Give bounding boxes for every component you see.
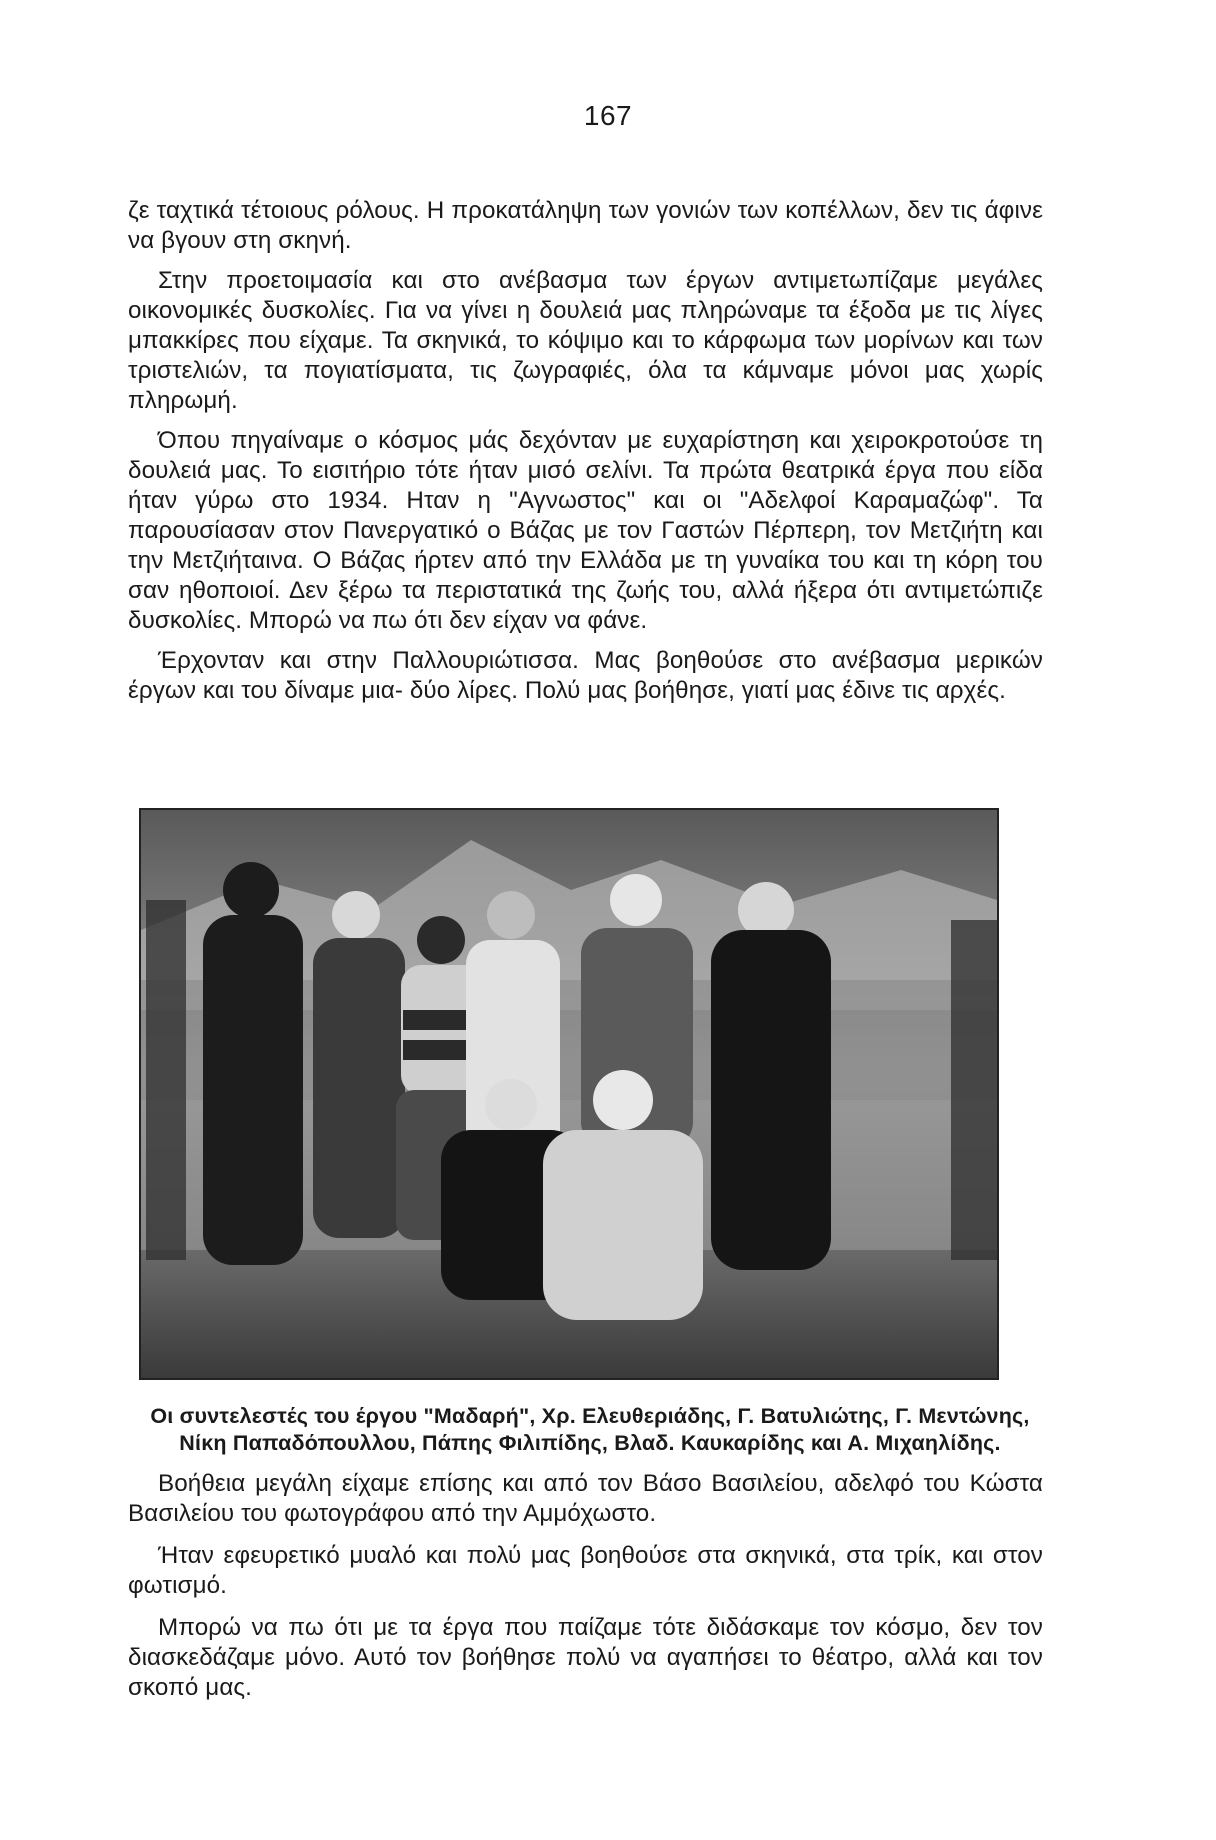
paragraph: ζε ταχτικά τέτοιους ρόλους. Η προκατάληψη των γονιών των κοπέλλων, δεν τις άφινε να βγουν στη σκηνή. (128, 197, 1043, 254)
group-photo-illustration (141, 810, 997, 1378)
paragraph: Όπου πηγαίναμε ο κόσμος μάς δεχόνταν με ευχαρίστηση και χειροκροτούσε τη δουλειά μας. Το εισιτήριο τότε ήταν μισό σελίνι. Τα πρώτα θεατρικά έργα που είδα ήταν γύρω στο 1934. Ηταν η "Αγνωστος" και οι "Αδελφοί Καραμαζώφ". Τα παρουσίασαν στον Πανεργατικό ο Βάζας με τον Γαστών Πέρπερη, τον Μετζιήτη και την Μετζιήταινα. Ο Βάζας ήρτεν από την Ελλάδα με τη γυναίκα του και τη κόρη του σαν ηθοποιοί. Δεν ξέρω τα περιστατικά της ζωής του, αλλά ήξερα ότι αντιμετώπιζε δυσκολίες. Μπορώ να πω ότι δεν είχαν να φάνε. (128, 427, 1043, 634)
person-figures (203, 862, 831, 1320)
top-text-block (128, 196, 1043, 706)
paragraph: Έρχονταν και στην Παλλουριώτισσα. Μας βοηθούσε στο ανέβασμα μερικών έργων και του δίναμε μια- δύο λίρες. Πολύ μας βοήθησε, γιατί μας έδινε τις αρχές. (128, 647, 1043, 704)
group-photo (139, 808, 999, 1380)
bottom-text-block (128, 1469, 1043, 1703)
caption-line: Οι συντελεστές του έργου "Μαδαρή", Χρ. Ελευθεριάδης, Γ. Βατυλιώτης, Γ. Μεντώνης, (150, 1404, 1030, 1428)
paragraph: Στην προετοιμασία και στο ανέβασμα των έργων αντιμετωπίζαμε μεγάλες οικονομικές δυσκολίες. Για να γίνει η δουλειά μας πληρώναμε τα έξοδα με τις λίγες μπακκίρες που είχαμε. Τα σκηνικά, το κόψιμο και το κάρφωμα των μορίνων και των τριστελιών, τα πογιατίσματα, τις ζωγραφιές, όλα τα κάμναμε μόνοι μας χωρίς πληρωμή. (128, 267, 1043, 414)
paragraph: Μπορώ να πω ότι με τα έργα που παίζαμε τότε διδάσκαμε τον κόσμο, δεν τον διασκεδάζαμε μόνο. Αυτό τον βοήθησε πολύ να αγαπήσει το θέατρο, αλλά και τον σκοπό μας. (128, 1614, 1043, 1701)
photo-caption (120, 1403, 1060, 1457)
page-number: 167 (583, 100, 633, 131)
paragraph: Βοήθεια μεγάλη είχαμε επίσης και από τον Βάσο Βασιλείου, αδελφό του Κώστα Βασιλείου του φωτογράφου από την Αμμόχωστο. (128, 1470, 1043, 1527)
paragraph: Ήταν εφευρετικό μυαλό και πολύ μας βοηθούσε στα σκηνικά, στα τρίκ, και στον φωτισμό. (128, 1542, 1043, 1599)
caption-line: Νίκη Παπαδόπουλλου, Πάπης Φιλιπίδης, Βλαδ. Καυκαρίδης και Α. Μιχαηλίδης. (179, 1431, 1001, 1455)
